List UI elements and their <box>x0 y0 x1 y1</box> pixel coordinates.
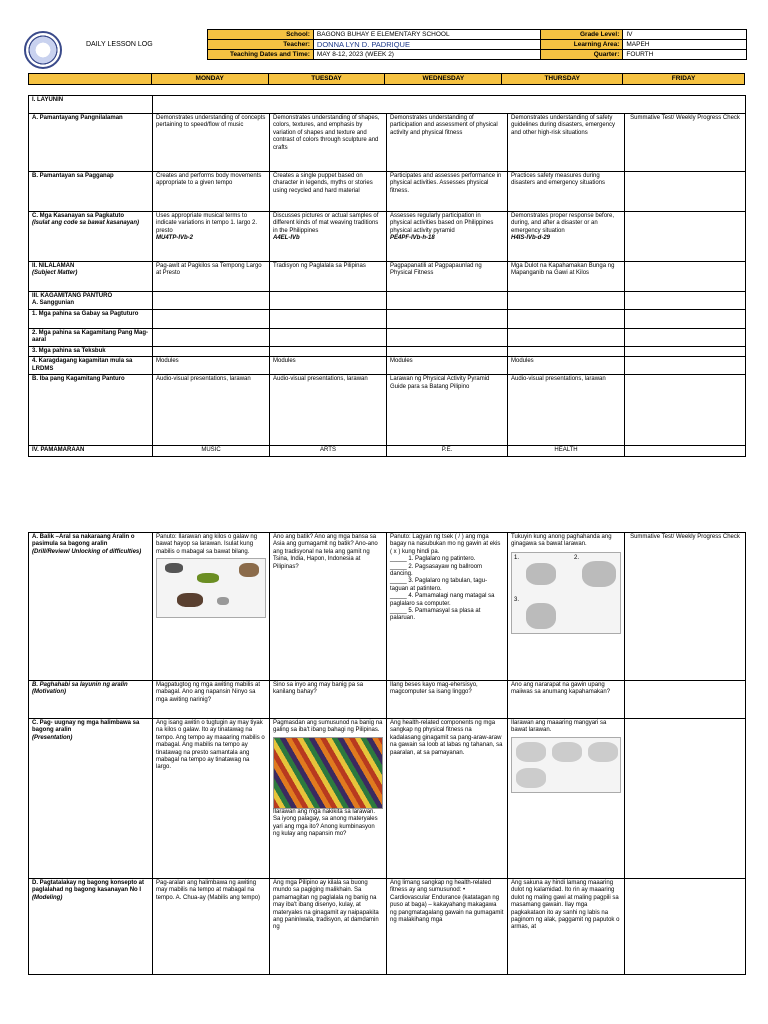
cell-monday <box>153 212 270 262</box>
competency-code: H4IS-IVb-d-29 <box>511 235 551 242</box>
row-kagamitang-pang-mag-aaral <box>29 328 746 346</box>
picture-number: 2. <box>574 554 580 561</box>
checklist-item: _____ 5. Pamamasyal sa plasa at palaruan. <box>390 608 481 622</box>
row-label-main: III. KAGAMITANG PANTURO <box>32 293 113 299</box>
row-label: A. Pamantayang Pangnilalaman <box>29 114 153 172</box>
picture-number: 3. <box>514 596 520 603</box>
cell-wednesday <box>387 309 508 328</box>
cell-monday: Audio-visual presentations, larawan <box>153 375 270 446</box>
checklist-item: _____ 4. Pamamalagi nang matagal sa paglalaro sa computer. <box>390 593 495 607</box>
area-value: MAPEH <box>623 40 747 50</box>
row-label-main: B. Paghahabi sa layunin ng aralin <box>32 682 128 688</box>
row-label <box>29 292 153 310</box>
row-label-note: (Motivation) <box>32 689 66 696</box>
animals-picture <box>156 558 266 618</box>
cell-friday <box>625 681 746 719</box>
cell-wednesday: Participates and assesses performance in physical activities. Assesses physical fitness. <box>387 172 508 212</box>
sketch-image <box>526 563 556 585</box>
row-label <box>29 212 153 262</box>
row-pamamaraan <box>29 446 746 456</box>
cell-text: Uses appropriate musical terms to indicate variations in tempo 1. largo 2. presto <box>156 213 258 234</box>
row-pamantayan-sa-pagganap <box>29 172 746 212</box>
cell-tuesday: Sino sa inyo ang may banig pa sa kanilang bahay? <box>270 681 387 719</box>
cell-text: Tukuyin kung anong paghahanda ang ginagawa sa bawat larawan. <box>511 534 612 548</box>
cell-wednesday: Ilang beses kayo mag-ehersisyo, magcomputer sa isang linggo? <box>387 681 508 719</box>
row-kasanayan-sa-pagkatuto <box>29 212 746 262</box>
animal-image <box>239 563 259 577</box>
cell-wednesday: Modules <box>387 357 508 375</box>
situations-pictures <box>511 737 621 793</box>
checklist-item: _____ 2. Pagsasayaw ng ballroom dancing. <box>390 563 483 578</box>
grade-label: Grade Level: <box>540 30 623 40</box>
cell-wednesday: P.E. <box>387 446 508 456</box>
row-pagtatalakay <box>29 879 746 975</box>
row-label-note: (Isulat ang code sa bawat kasanayan) <box>32 220 140 227</box>
cell-tuesday <box>270 719 387 879</box>
cell-thursday <box>508 309 625 328</box>
row-label <box>29 533 153 681</box>
row-label: B. Pamantayan sa Pagganap <box>29 172 153 212</box>
cell-thursday <box>508 533 625 681</box>
cell-thursday: Ang sakuna ay hindi lamang maaaring dulot ng kalamidad. Ito rin ay maaaring dulot ng maling gawi at maling pagpili sa masamang gawain. Ilay mga pagkakataon ito ay sanhi ng labis na paginom ng alak, paggamit ng paputok o armas, at <box>508 879 625 975</box>
day-thursday: THURSDAY <box>502 74 623 85</box>
cell-tuesday <box>270 309 387 328</box>
cell-monday <box>153 346 270 356</box>
dates-value: MAY 8-12, 2023 (WEEK 2) <box>313 50 540 60</box>
competency-code: MU4TP-IVb-2 <box>156 235 194 242</box>
cell-monday <box>153 533 270 681</box>
cell-thursday: Mga Dulot na Kapahamakan Bunga ng Mapanganib na Gawi at Kilos <box>508 262 625 292</box>
row-label-note: (Modeling) <box>32 894 63 901</box>
animal-image <box>177 593 203 607</box>
sketch-image <box>526 603 556 629</box>
cell-text: Ilarawan ang mga nakikita sa larawan. Sa iyong palagay, sa anong materyales yari ang mga ito? Anong kumbinasyon ng kulay ang napansin mo? <box>273 808 378 838</box>
checklist-item: _____ 1. Paglalaro ng patintero. <box>390 556 476 563</box>
sketch-image <box>516 742 546 762</box>
cell-thursday <box>508 346 625 356</box>
cell-friday <box>625 879 746 975</box>
row-label <box>29 262 153 292</box>
cell-text: Discusses pictures or actual samples of different kinds of mat weaving traditions in the Philippines <box>273 213 379 234</box>
checklist-item: _____ 3. Paglalaro ng tabulan, tagu-taguan at patintero. <box>390 578 488 592</box>
row-iba-pang-kagamitan <box>29 375 746 446</box>
row-cell <box>153 96 746 114</box>
cell-text: Panuto: Lagyan ng tsek ( / ) ang mga bagay na nasubukan mo ng gawin at ekis ( x ) kung hindi pa. <box>390 534 501 555</box>
quarter-label: Quarter: <box>540 50 623 60</box>
sketch-image <box>588 742 618 762</box>
teacher-label: Teacher: <box>208 40 314 50</box>
cell-monday: Ang isang awitin o tugtugin ay may tiyak na kilos o galaw. Ito ay tinatawag na tempo. Ang tempo ay maaaring mabilis o mabagal. Ang mabilis na tempo ay tinatawag na presto samantala ang mabagal na tempo ay tinatawag na largo. <box>153 719 270 879</box>
cell-wednesday: Ang health-related components ng mga sangkap ng physical fitness na kadalasang ginagamit sa pang-araw-araw na gawain sa loob at labas ng tahanan, sa paaralan, at sa pamayanan. <box>387 719 508 879</box>
cell-tuesday <box>270 346 387 356</box>
cell-monday: Demonstrates understanding of concepts pertaining to speed/flow of music <box>153 114 270 172</box>
cell-wednesday <box>387 292 508 310</box>
cell-friday: Summative Test/ Weekly Progress Check <box>625 114 746 172</box>
row-label-main: C. Pag- uugnay ng mga halimbawa sa bagong aralin <box>32 720 140 734</box>
cell-text: Ilarawan ang maaaring mangyari sa bawat larawan. <box>511 720 607 734</box>
row-teksbuk <box>29 346 746 356</box>
deped-seal-logo <box>24 31 62 69</box>
document-title: DAILY LESSON LOG <box>86 41 153 48</box>
cell-thursday: HEALTH <box>508 446 625 456</box>
cell-wednesday <box>387 212 508 262</box>
cell-wednesday: Ang limang sangkap ng health-related fitness ay ang sumusunod: • Cardiovascular Endurance (katatagan ng puso at baga) – kakayahang makagawa ng pangmatagalang gawain na gumagamit ng malakihang mga <box>387 879 508 975</box>
cell-tuesday: ARTS <box>270 446 387 456</box>
cell-wednesday: Pagpapanatili at Pagpapaunlad ng Physical Fitness <box>387 262 508 292</box>
cell-friday <box>625 346 746 356</box>
cell-friday <box>625 446 746 456</box>
cell-tuesday: Demonstrates understanding of shapes, colors, textures, and emphasis by variation of shapes and texture and contrast of colors through sculpture and crafts <box>270 114 387 172</box>
cell-text: Assesses regularly participation in physical activities based on Philippines physical activity pyramid <box>390 213 494 234</box>
row-pag-uugnay <box>29 719 746 879</box>
cell-wednesday <box>387 533 508 681</box>
cell-friday <box>625 357 746 375</box>
day-friday: FRIDAY <box>623 74 745 85</box>
row-gabay-sa-pagtuturo <box>29 309 746 328</box>
cell-thursday <box>508 328 625 346</box>
sketch-image <box>582 561 616 587</box>
cell-thursday <box>508 292 625 310</box>
sketch-image <box>552 742 582 762</box>
cell-thursday <box>508 212 625 262</box>
row-label-main: II. NILALAMAN <box>32 263 75 269</box>
row-label: 2. Mga pahina sa Kagamitang Pang Mag-aaral <box>29 328 153 346</box>
row-paghahabi <box>29 681 746 719</box>
row-label <box>29 879 153 975</box>
row-lrdms <box>29 357 746 375</box>
cell-tuesday: Modules <box>270 357 387 375</box>
day-wednesday: WEDNESDAY <box>385 74 502 85</box>
day-header-bar <box>28 73 745 85</box>
cell-friday <box>625 375 746 446</box>
picture-number: 1. <box>514 554 520 561</box>
cell-wednesday <box>387 346 508 356</box>
cell-monday: Modules <box>153 357 270 375</box>
cell-friday: Summative Test/ Weekly Progress Check <box>625 533 746 681</box>
cell-friday <box>625 172 746 212</box>
grade-value: IV <box>623 30 747 40</box>
competency-code: PE4PF-IVb-h-18 <box>390 235 435 242</box>
cell-monday <box>153 309 270 328</box>
row-nilalaman <box>29 262 746 292</box>
cell-thursday <box>508 719 625 879</box>
cell-thursday: Modules <box>508 357 625 375</box>
animal-image <box>165 563 183 573</box>
row-label-main: D. Pagtatalakay ng bagong konsepto at paglalahad ng bagong kasanayan No I <box>32 880 145 894</box>
row-label-note: (Presentation) <box>32 734 73 741</box>
cell-monday: Pag-awit at Pagkilos sa Tempong Largo at Presto <box>153 262 270 292</box>
row-label-main: A. Balik –Aral sa nakaraang Aralin o pasimula sa bagong aralin <box>32 534 135 548</box>
row-label-sub: A. Sanggunian <box>32 300 74 307</box>
row-kagamitang-panturo <box>29 292 746 310</box>
preparation-pictures <box>511 552 621 634</box>
dates-label: Teaching Dates and Time: <box>208 50 314 60</box>
woven-mat-picture <box>273 737 383 809</box>
cell-friday <box>625 309 746 328</box>
cell-friday <box>625 292 746 310</box>
row-label: 3. Mga pahina sa Teksbuk <box>29 346 153 356</box>
lesson-grid-page2 <box>28 532 746 975</box>
lesson-grid-page1 <box>28 95 746 457</box>
animal-image <box>197 573 219 583</box>
cell-friday <box>625 212 746 262</box>
cell-friday <box>625 262 746 292</box>
school-value: BAGONG BUHAY E ELEMENTARY SCHOOL <box>313 30 540 40</box>
row-label: 4. Karagdagang kagamitan mula sa LRDMS <box>29 357 153 375</box>
cell-tuesday: Ano ang batik? Ano ang mga bansa sa Asia ang gumagamit ng batik? Ano-ano ang tradisyonal na tela ang gamit ng Tsina, India, Hapon, Indonesia at Pilipinas? <box>270 533 387 681</box>
row-label-note: (Drill/Review/ Unlocking of difficulties) <box>32 548 142 555</box>
cell-thursday: Ano ang nararapat na gawin upang maiiwas sa anumang kapahamakan? <box>508 681 625 719</box>
competency-code: A4EL-IVb <box>273 235 300 242</box>
cell-tuesday <box>270 292 387 310</box>
area-label: Learning Area: <box>540 40 623 50</box>
cell-text: Pagmasdan ang sumusunod na banig na galing sa iba't ibang bahagi ng Pilipinas. <box>273 720 383 734</box>
cell-monday <box>153 328 270 346</box>
cell-tuesday <box>270 212 387 262</box>
cell-text: Demonstrates proper response before, during, and after a disaster or an emergency situation <box>511 213 615 234</box>
teacher-value: DONNA LYN D. PADRIQUE <box>313 40 540 50</box>
row-label <box>29 719 153 879</box>
cell-wednesday: Demonstrates understanding of participation and assessment of physical activity and physical fitness <box>387 114 508 172</box>
cell-friday <box>625 719 746 879</box>
cell-thursday: Practices safety measures during disasters and emergency situations <box>508 172 625 212</box>
school-label: School: <box>208 30 314 40</box>
day-tuesday: TUESDAY <box>268 74 385 85</box>
row-label <box>29 681 153 719</box>
cell-tuesday: Ang mga Pilipino ay kilala sa buong mundo sa pagiging malikhain. Sa pamamagitan ng paglalala ng banig na may iba't ibang disenyo, kulay, at materyales na ginagamit ay naipapakita ang paniniwala, tradisyon, at damdamin ng <box>270 879 387 975</box>
row-label: IV. PAMAMARAAN <box>29 446 153 456</box>
cell-tuesday: Creates a single puppet based on character in legends, myths or stories using recycled and hard material <box>270 172 387 212</box>
cell-monday <box>153 292 270 310</box>
row-layunin <box>29 96 746 114</box>
sketch-image <box>516 768 546 788</box>
day-header-blank <box>29 74 152 85</box>
cell-thursday: Audio-visual presentations, larawan <box>508 375 625 446</box>
cell-wednesday: Larawan ng Physical Activity Pyramid Guide para sa Batang Pilipino <box>387 375 508 446</box>
cell-monday: Pag-aralan ang halimbawa ng awiting may mabilis na tempo at mabagal na tempo. A. Chua-ay (Mabilis ang tempo) <box>153 879 270 975</box>
animal-image <box>217 597 229 605</box>
row-label-note: (Subject Matter) <box>32 270 78 277</box>
cell-tuesday: Audio-visual presentations, larawan <box>270 375 387 446</box>
row-label-main: C. Mga Kasanayan sa Pagkatuto <box>32 213 125 219</box>
cell-tuesday <box>270 328 387 346</box>
cell-friday <box>625 328 746 346</box>
cell-wednesday <box>387 328 508 346</box>
header-info-table <box>207 29 747 60</box>
cell-thursday: Demonstrates understanding of safety guidelines during disasters, emergency and other high-risk situations <box>508 114 625 172</box>
cell-monday: Creates and performs body movements appropriate to a given tempo <box>153 172 270 212</box>
cell-tuesday: Tradisyon ng Paglalala sa Pilipinas <box>270 262 387 292</box>
cell-monday: MUSIC <box>153 446 270 456</box>
day-monday: MONDAY <box>151 74 268 85</box>
row-label: 1. Mga pahina sa Gabay sa Pagtuturo <box>29 309 153 328</box>
row-label: I. LAYUNIN <box>29 96 153 114</box>
row-label: B. Iba pang Kagamitang Panturo <box>29 375 153 446</box>
cell-monday: Magpatugtog ng mga awiting mabilis at mabagal. Ano ang napansin Ninyo sa mga awiting narinig? <box>153 681 270 719</box>
cell-text: Panuto: Ilarawan ang kilos o galaw ng bawat hayop sa larawan. Isulat kung mabilis o mabagal sa bawat bilang. <box>156 534 258 555</box>
row-balik-aral <box>29 533 746 681</box>
row-pamantayang-pangnilalaman <box>29 114 746 172</box>
quarter-value: FOURTH <box>623 50 747 60</box>
